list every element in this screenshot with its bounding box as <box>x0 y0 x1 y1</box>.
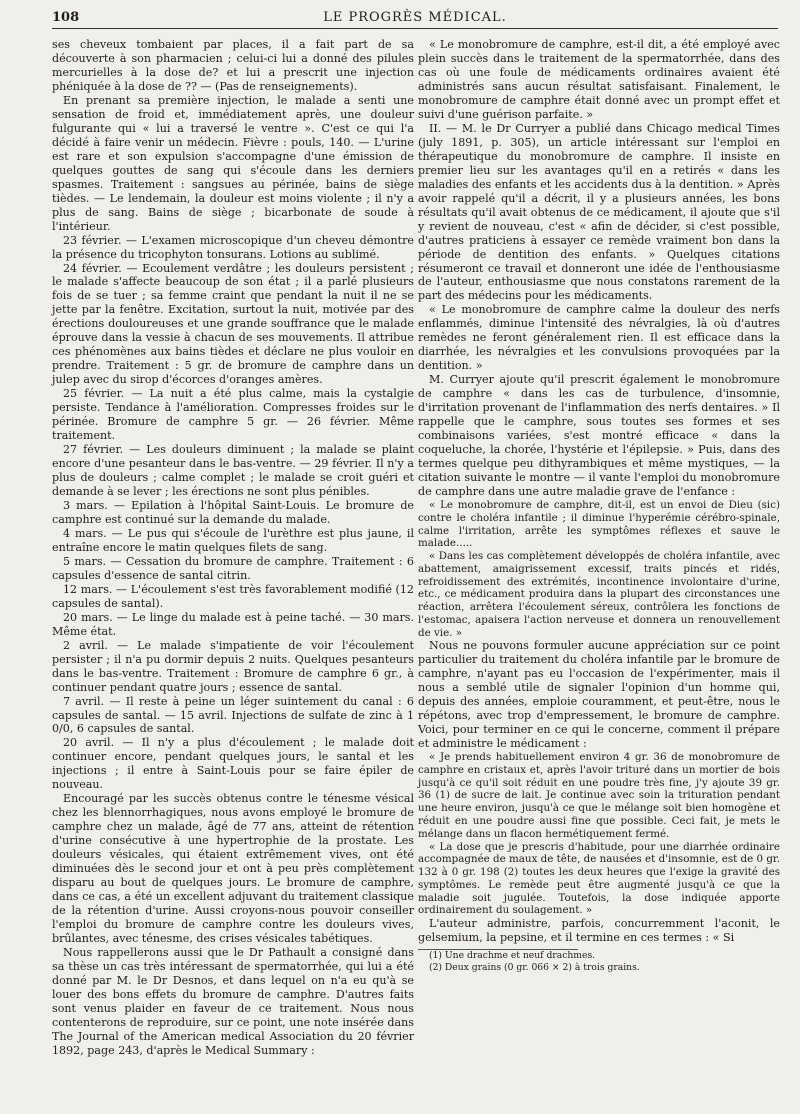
right-column <box>418 38 780 974</box>
paragraph: 2 avril. — Le malade s'impatiente de voir l'écoulement persister ; il n'a pu dormir depuis 2 nuits. Quelques pesanteurs dans le bas-ventre. Traitement : Bromure de camphre 6 gr., à continuer pendant quatre jours ; essence de santal. <box>52 638 414 694</box>
paragraph: 3 mars. — Epilation à l'hôpital Saint-Louis. Le bromure de camphre est continué sur la demande du malade. <box>52 498 414 526</box>
paragraph: 24 février. — Ecoulement verdâtre ; les douleurs persistent ; le malade s'affecte beaucoup de son état ; il a parlé plusieurs fois de se tuer ; sa femme craint que pendant la nuit il ne se jette par la fenêtre. Excitation, surtout la nuit, motivée par des érections douloureuses et une grande souffrance que le malade éprouve dans la vessie à chacun de ses mouvements. Il attribue ces phénomènes aux bains tièdes et déclare ne plus vouloir en prendre. Traitement : 5 gr. de bromure de camphre dans un julep avec du sirop d'écorces d'oranges amères. <box>52 261 414 387</box>
left-column <box>52 38 414 1058</box>
paragraph: Nous rappellerons aussi que le Dr Pathault a consigné dans sa thèse un cas très intéressant de spermatorrhée, qui lui a été donné par M. le Dr Desnos, et dans lequel on n'a eu qu'à se louer des bons effets du bromure de camphre. D'autres faits sont venus plaider en faveur de ce traitement. Nous nous contenterons de reproduire, sur ce point, une note insérée dans The Journal of the American medical Association du 20 février 1892, page 243, d'après le Medical Summary : <box>52 945 414 1057</box>
paragraph: 27 février. — Les douleurs diminuent ; la malade se plaint encore d'une pesanteur dans le bas-ventre. — 29 février. Il n'y a plus de douleurs ; calme complet ; le malade se croit guéri et demande à se lever ; les érections ne sont plus pénibles. <box>52 443 414 498</box>
paragraph: 20 avril. — Il n'y a plus d'écoulement ; le malade doit continuer encore, pendant quelques jours, le santal et les injections ; il entre à Saint-Louis pour se faire épiler de nouveau. <box>52 736 414 792</box>
paragraph: En prenant sa première injection, le malade a senti une sensation de froid et, immédiatement après, une douleur fulgurante qui « lui a traversé le ventre ». C'est ce qui l'a décidé à faire venir un médecin. Fièvre : pouls, 140. — L'urine est rare et son expulsion s'accompagne d'une émission de quelques gouttes de sang qui s'écoule dans les derniers spasmes. Traitement : sangsues au périnée, bains de siège tièdes. — Le lendemain, la douleur est moins violente ; il n'y a plus de sang. Bains de siège ; bicarbonate de soude à l'intérieur. <box>52 93 414 233</box>
paragraph: 5 mars. — Cessation du bromure de camphre. Traitement : 6 capsules d'essence de santal citrin. <box>52 554 414 582</box>
quote-paragraph: « Dans les cas complètement développés de choléra infantile, avec abattement, amaigrissement excessif, traits pincés et ridés, refroidissement des extrémités, incontinence involontaire d'urine, etc., ce médicament produira dans la plupart des circonstances une réaction, arrêtera l'écoulement séreux, contrôlera les fonctions de l'estomac, apaisera l'action nerveuse et donnera un renouvellement de vie. » <box>418 550 780 639</box>
quote-paragraph: « Le monobromure de camphre, est-il dit, a été employé avec plein succès dans le traitement de la spermatorrhée, dans des cas où une foule de médicaments ordinaires avaient été administrés sans aucun résultat satisfaisant. Finalement, le monobromure de camphre était donné avec un prompt effet et suivi d'une guérison parfaite. » <box>418 38 780 121</box>
paragraph: Nous ne pouvons formuler aucune appréciation sur ce point particulier du traitement du choléra infantile par le bromure de camphre, n'ayant pas eu l'occasion de l'expérimenter, mais il nous a semblé utile de signaler l'opinion d'un homme qui, depuis des années, emploie couramment, et peut-être, nous le répétons, avec trop d'empressement, le bromure de camphre. Voici, pour terminer en ce qui le concerne, comment il prépare et administre le médicament : <box>418 639 780 751</box>
paragraph: L'auteur administre, parfois, concurremment l'aconit, le gelsemium, la pepsine, et il termine en ces termes : « Si <box>418 917 780 945</box>
footnote: (1) Une drachme et neuf drachmes. <box>429 950 596 962</box>
quote-paragraph: « Le monobromure de camphre calme la douleur des nerfs enflammés, diminue l'intensité des névralgies, là où d'autres remèdes ne feront généralement rien. Il est efficace dans la diarrhée, les névralgies et les convulsions provoquées par la dentition. » <box>418 303 780 373</box>
paragraph: 7 avril. — Il reste à peine un léger suintement du canal : 6 capsules de santal. — 15 avril. Injections de sulfate de zinc à 1 0/0, 6 capsules de santal. <box>52 694 414 736</box>
paragraph: Encouragé par les succès obtenus contre le ténesme vésical chez les blennorrhagiques, nous avons employé le bromure de camphre chez un malade, âgé de 77 ans, atteint de rétention d'urine consécutive à une hypertrophie de la prostate. Les douleurs vésicales, qui étaient extrêmement vives, ont été diminuées dès le second jour et ont à peu près complètement disparu au bout de quelques jours. Le bromure de camphre, dans ce cas, a été un excellent adjuvant du traitement classique de la rétention d'urine. Aussi croyons-nous pouvoir conseiller l'emploi du bromure de camphre contre les douleurs vives, brûlantes, avec ténesme, des crises vésicales tabétiques. <box>52 792 414 945</box>
quote-paragraph: « Le monobromure de camphre, dit-il, est un envoi de Dieu (sic) contre le choléra infantile ; il diminue l'hyperémie cérébro-spinale, calme l'irritation, arrête les symptômes réflexes et sauve le malade..... <box>418 498 780 550</box>
paragraph: II. — M. le Dr Curryer a publié dans Chicago medical Times (july 1891, p. 305), un article intéressant sur l'emploi en thérapeutique du monobromure de camphre. Il insiste en premier lieu sur les avantages qu'il en a retirés « dans les maladies des enfants et les accidents dus à la dentition. » Après avoir rappelé qu'il a décrit, il y a plusieurs années, les bons résultats qu'il avait obtenus de ce médicament, il ajoute que s'il y revient de nouveau, c'est « afin de décider, si c'est possible, d'autres praticiens à essayer ce remède vraiment bon dans la période de dentition des enfants. » Quelques citations résumeront ce travail et donneront une idée de l'enthousiasme de l'auteur, enthousiasme que nous constatons rarement de la part des médecins pour les médicaments. <box>418 121 780 303</box>
paragraph: M. Curryer ajoute qu'il prescrit également le monobromure de camphre « dans les cas de turbulence, d'insomnie, d'irritation provenant de l'inflammation des nerfs dentaires. » Il rappelle que le camphre, sous toutes ses formes et ses combinaisons variées, s'est montré efficace « dans la coqueluche, la chorée, l'hystérie et l'épilepsie. » Puis, dans des termes quelque peu dithyrambiques et même mystiques, — la citation suivante le montre — il vante l'emploi du monobromure de camphre dans une autre maladie grave de l'enfance : <box>418 373 780 498</box>
journal-title: LE PROGRÈS MÉDICAL. <box>323 10 507 25</box>
paragraph: 4 mars. — Le pus qui s'écoule de l'urèthre est plus jaune, il entraîne encore le matin quelques filets de sang. <box>52 526 414 554</box>
paragraph: 20 mars. — Le linge du malade est à peine taché. — 30 mars. Même état. <box>52 610 414 638</box>
paragraph: ses cheveux tombaient par places, il a fait part de sa découverte à son pharmacien ; celui-ci lui a donné des pilules mercurielles à la dose de? et lui a prescrit une injection phéniquée à la dose de ?? — (Pas de renseignements). <box>52 38 414 93</box>
page-number: 108 <box>52 10 80 25</box>
footnote: (2) Deux grains (0 gr. 066 × 2) à trois grains. <box>429 961 640 973</box>
running-header <box>52 10 778 29</box>
paragraph: 23 février. — L'examen microscopique d'un cheveu démontre la présence du tricophyton tonsurans. Lotions au sublimé. <box>52 233 414 261</box>
paragraph: 12 mars. — L'écoulement s'est très favorablement modifié (12 capsules de santal). <box>52 582 414 610</box>
paragraph: 25 février. — La nuit a été plus calme, mais la cystalgie persiste. Tendance à l'amélioration. Compresses froides sur le périnée. Bromure de camphre 5 gr. — 26 février. Même traitement. <box>52 387 414 443</box>
quote-paragraph: « Je prends habituellement environ 4 gr. 36 de monobromure de camphre en cristaux et, après l'avoir trituré dans un mortier de bois jusqu'à ce qu'il soit réduit en une poudre très fine, j'y ajoute 39 gr. 36 (1) de sucre de lait. Je continue avec soin la trituration pendant une heure environ, jusqu'à ce que le mélange soit bien homogène et réduit en une poudre aussi fine que possible. Ceci fait, je mets le mélange dans un flacon hermétiquement fermé. <box>418 751 780 840</box>
quote-paragraph: « La dose que je prescris d'habitude, pour une diarrhée ordinaire accompagnée de maux de tête, de nausées et d'insomnie, est de 0 gr. 132 à 0 gr. 198 (2) toutes les deux heures que l'exige la gravité des symptômes. Le remède peut être augmenté jusqu'à ce que la maladie soit jugulée. Toutefois, la dose indiquée apporte ordinairement du soulagement. » <box>418 840 780 917</box>
